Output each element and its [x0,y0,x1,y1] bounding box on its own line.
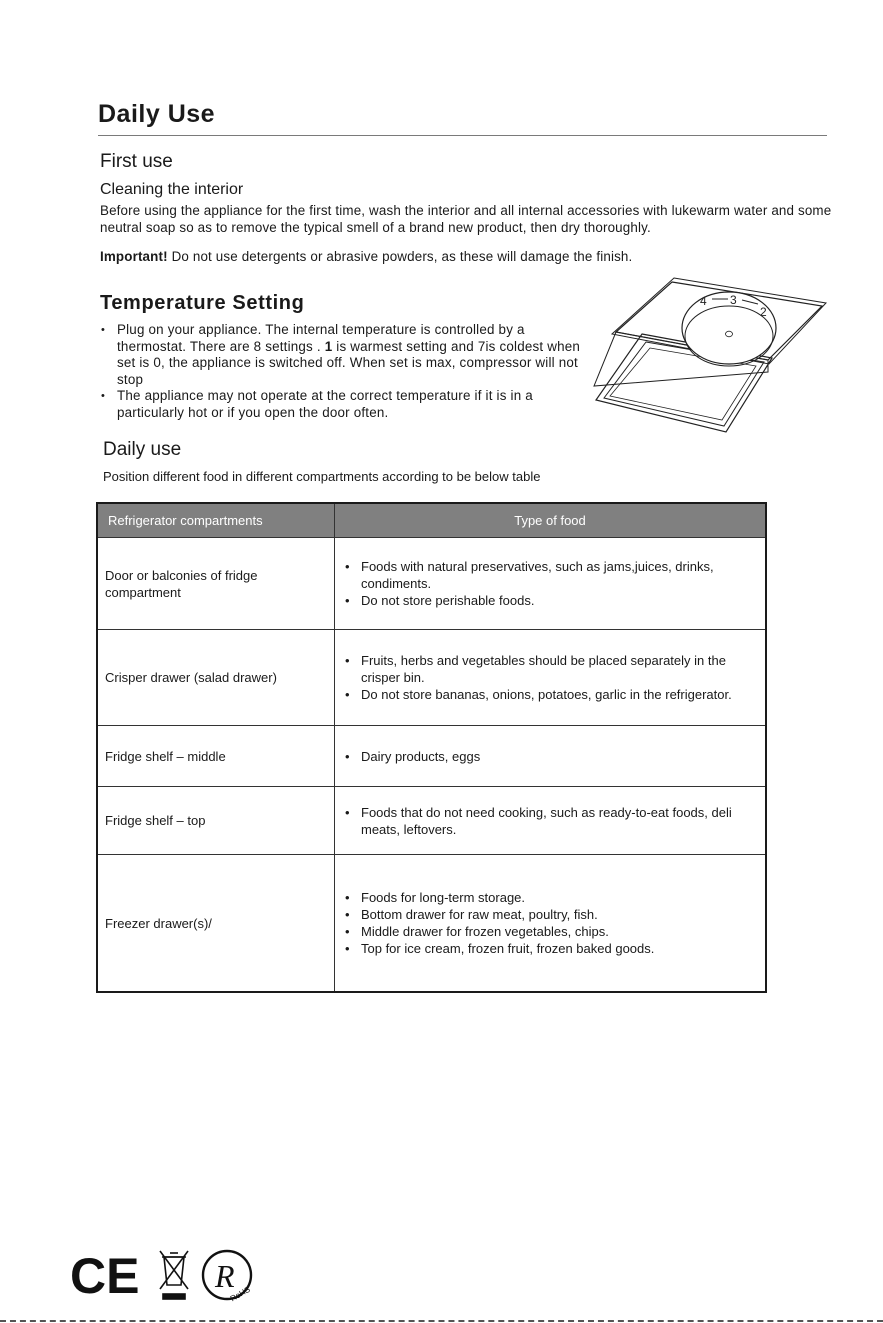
rohs-icon [203,1251,252,1303]
food-item: • Middle drawer for frozen vegetables, chips. [343,923,743,940]
food-item: • Do not store bananas, onions, potatoes, garlic in the refrigerator. [343,686,743,703]
food-item: • Foods with natural preservatives, such as jams,juices, drinks, condiments. [343,558,743,592]
svg-text:R: R [215,1258,235,1294]
food-cell [335,855,767,992]
table-row [97,538,766,630]
daily-use-intro: Position different food in different compartments according to be below table [103,469,541,484]
svg-text:CE: CE [70,1248,140,1304]
ce-mark-icon [70,1248,139,1304]
food-item: • Fruits, herbs and vegetables should be placed separately in the crisper bin. [343,652,743,686]
svg-text:RoHS: RoHS [228,1284,252,1304]
dial-label-4: 4 [700,294,707,308]
dial-label-3: 3 [730,293,737,307]
important-text: Do not use detergents or abrasive powders, as these will damage the finish. [167,249,633,264]
first-use-heading: First use [100,151,173,172]
title-divider [98,135,827,136]
table-row [97,787,766,855]
header-type-of-food: Type of food [335,503,767,538]
table-row [97,855,766,992]
table-header-row [97,503,766,538]
table-row [97,726,766,787]
cleaning-interior-text: Before using the appliance for the first time, wash the interior and all internal accessories with lukewarm water and some neutral soap so as to remove the typical smell of a brand new product, then dry thoroughly. [100,203,832,235]
food-cell [335,538,767,630]
temperature-bullets [100,322,595,421]
dial-label-2: 2 [760,305,767,319]
compartment-cell: Crisper drawer (salad drawer) [97,630,335,726]
food-cell [335,630,767,726]
cleaning-interior-heading: Cleaning the interior [100,181,244,198]
food-item: • Top for ice cream, frozen fruit, frozen baked goods. [343,940,743,957]
important-note [100,248,840,265]
certification-logos [70,1247,270,1309]
page-title: Daily Use [98,100,216,128]
important-label: Important! [100,249,168,264]
compartment-cell: Freezer drawer(s)/ [97,855,335,992]
food-placement-table [96,502,767,993]
compartment-cell: Fridge shelf – middle [97,726,335,787]
food-item: • Dairy products, eggs [343,748,743,765]
food-item: • Foods that do not need cooking, such as ready-to-eat foods, deli meats, leftovers. [343,804,743,838]
page-bottom-rule [0,1320,883,1322]
temperature-bullet: • Plug on your appliance. The internal temperature is controlled by a thermostat. There are 8 settings . 1 is warmest setting and 7is coldest when set is 0, the appliance is switched off. When set is max, compressor will not stop [100,322,595,388]
compartment-cell: Door or balconies of fridge compartment [97,538,335,630]
daily-use-heading: Daily use [103,439,182,460]
thermostat-dial-illustration [592,276,832,438]
food-cell [335,787,767,855]
food-item: • Bottom drawer for raw meat, poultry, fish. [343,906,743,923]
compartment-cell: Fridge shelf – top [97,787,335,855]
warmest-setting-number: 1 [324,338,333,354]
food-cell [335,726,767,787]
food-item: • Do not store perishable foods. [343,592,743,609]
temperature-bullet: • The appliance may not operate at the correct temperature if it is in a particularly hot or if you open the door often. [100,388,595,421]
food-item: • Foods for long-term storage. [343,889,743,906]
header-compartments: Refrigerator compartments [97,503,335,538]
weee-crossed-bin-icon [160,1251,188,1299]
temperature-setting-heading: Temperature Setting [100,292,305,314]
table-row [97,630,766,726]
